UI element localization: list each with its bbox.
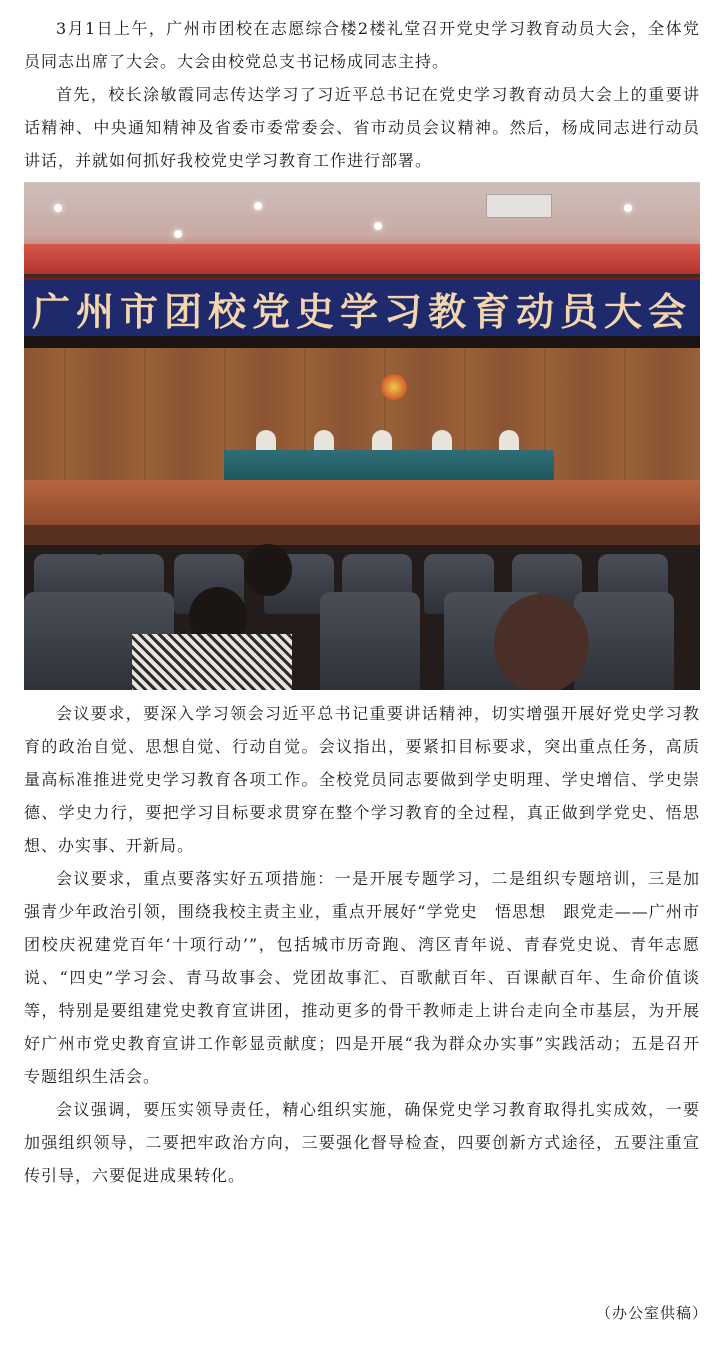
- seat: [320, 592, 420, 690]
- paragraph-measures: 会议要求，重点要落实好五项措施：一是开展专题学习，二是组织专题培训，三是加强青少年政治引领，围绕我校主责主业，重点开展好“学党史 悟思想 跟党走——广州市团校庆祝建党百年‘十项行动’”，包括城市历奇跑、湾区青年说、青春党史说、青年志愿说、“四史”学习会、青马故事会、党团故事汇、百歌献百年、百课献百年、生命价值谈等，特别是要组建党史教育宣讲团，推动更多的骨干教师走上讲台走向全市基层，为开展好广州市党史教育宣讲工作彰显贡献度；四是开展“我为群众办实事”实践活动；五是召开专题组织生活会。: [24, 869, 700, 1086]
- stage-lights: [24, 336, 700, 348]
- paragraph-emphasis: 会议强调，要压实领导责任，精心组织实施，确保党史学习教育取得扎实成效，一要加强组织领导，二要把牢政治方向，三要强化督导检查，四要创新方式途径，五要注重宣传引导，六要促进成果转化。: [24, 1100, 700, 1185]
- ceiling-light: [174, 230, 182, 238]
- presider: [372, 430, 392, 452]
- article-body: [24, 12, 700, 1192]
- banner-text: 广州市团校党史学习教育动员大会: [31, 289, 692, 334]
- ceiling-light: [254, 202, 262, 210]
- meeting-photo: [24, 182, 700, 690]
- ceiling-light: [624, 204, 632, 212]
- ceiling-light: [54, 204, 62, 212]
- presider: [256, 430, 276, 452]
- seat: [574, 592, 674, 690]
- ceiling-red-band: [24, 244, 700, 274]
- stage-floor: [24, 480, 700, 525]
- paragraph-requirements: 会议要求，要深入学习领会习近平总书记重要讲话精神，切实增强开展好党史学习教育的政治自觉、思想自觉、行动自觉。会议指出，要紧扣目标要求，突出重点任务，高质量高标准推进党史学习教育各项工作。全校党员同志要做到学史明理、学史增信、学史崇德、学史力行，要把学习目标要求贯穿在整个学习教育的全过程，真正做到学党史、悟思想、办实事、开新局。: [24, 704, 700, 855]
- ceiling-vent: [486, 194, 552, 218]
- presider: [432, 430, 452, 452]
- attendee-shirt: [132, 634, 292, 690]
- ceiling-light: [374, 222, 382, 230]
- stage-front: [24, 525, 700, 545]
- signature: （办公室供稿）: [595, 1304, 708, 1322]
- paragraph-opening: 3月1日上午，广州市团校在志愿综合楼2楼礼堂召开党史学习教育动员大会，全体党员同志出席了大会。大会由校党总支书记杨成同志主持。: [24, 19, 700, 71]
- emblem-icon: [381, 374, 407, 400]
- attendee-head: [494, 594, 589, 690]
- banner: [24, 277, 700, 339]
- presider: [499, 430, 519, 452]
- attendee-head: [244, 544, 292, 596]
- presider: [314, 430, 334, 452]
- paragraph-speech: 首先，校长涂敏霞同志传达学习了习近平总书记在党史学习教育动员大会上的重要讲话精神、中央通知精神及省委市委常委会、省市动员会议精神。然后，杨成同志进行动员讲话，并就如何抓好我校党史学习教育工作进行部署。: [24, 85, 700, 170]
